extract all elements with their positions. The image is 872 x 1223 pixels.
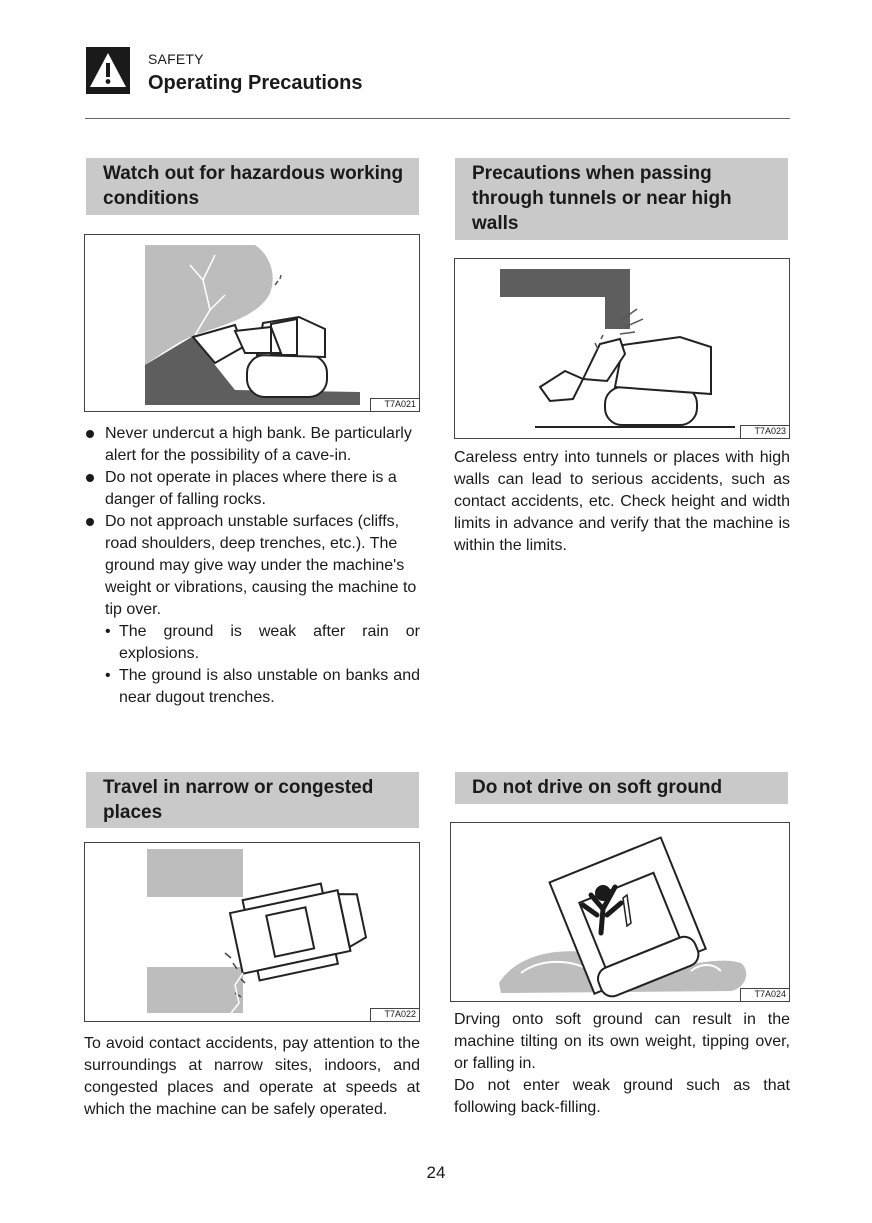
- page-title: Operating Precautions: [148, 72, 363, 94]
- narrow-body: To avoid contact accidents, pay attention to the surroundings at narrow sites, indoors, and congested places and operate at speeds at which the machine can be safely operated.: [84, 1035, 420, 1118]
- narrow-heading: Travel in narrow or congested places: [86, 772, 419, 828]
- soft-figure: [450, 822, 790, 1002]
- tunnels-figure: [454, 258, 790, 439]
- hazard-sub-list: [105, 621, 420, 709]
- narrow-figure: [84, 842, 420, 1022]
- figure-code: T7A024: [754, 989, 786, 999]
- hazard-heading: Watch out for hazardous working conditions: [86, 158, 419, 215]
- hazard-bullet-list: [84, 423, 420, 709]
- list-item: Never undercut a high bank. Be particularly alert for the possibility of a cave-in.: [84, 423, 420, 467]
- hazard-figure: [84, 234, 420, 412]
- tunnel-contact-illustration: [455, 259, 789, 438]
- list-item: • The ground is also unstable on banks and near dugout trenches.: [105, 665, 420, 709]
- list-item: Do not operate in places where there is a danger of falling rocks.: [84, 467, 420, 511]
- cave-in-illustration: [85, 235, 419, 411]
- tunnels-body: Careless entry into tunnels or places with high walls can lead to serious accidents, such as contact accidents, etc. Check height and width limits in advance and verify that the machine is within the limits.: [454, 449, 790, 554]
- warning-triangle-icon: [86, 47, 130, 94]
- figure-code: T7A022: [384, 1009, 416, 1019]
- figure-code: T7A021: [384, 399, 416, 409]
- soft-heading: Do not drive on soft ground: [455, 772, 788, 804]
- narrow-passage-illustration: [85, 843, 419, 1021]
- list-item: • The ground is weak after rain or explosions.: [105, 621, 420, 665]
- soft-ground-illustration: [451, 823, 789, 1001]
- figure-code: T7A023: [754, 426, 786, 436]
- tunnels-heading: Precautions when passing through tunnels or near high walls: [455, 158, 788, 240]
- list-item: Do not approach unstable surfaces (cliffs, road shoulders, deep trenches, etc.). The ground may give way under the machine's weight or vibrations, causing the machine to tip over. • The ground is weak after rain or explosions. • The ground is also unstable on banks and near dugout trenches.: [84, 511, 420, 709]
- page-number: 24: [426, 1163, 446, 1182]
- soft-body-2: Do not enter weak ground such as that following back-filling.: [454, 1077, 790, 1116]
- soft-body-1: Drving onto soft ground can result in the machine tilting on its own weight, tipping over, or falling in.: [454, 1011, 790, 1072]
- header-divider: [85, 118, 790, 119]
- section-label: SAFETY: [148, 51, 204, 67]
